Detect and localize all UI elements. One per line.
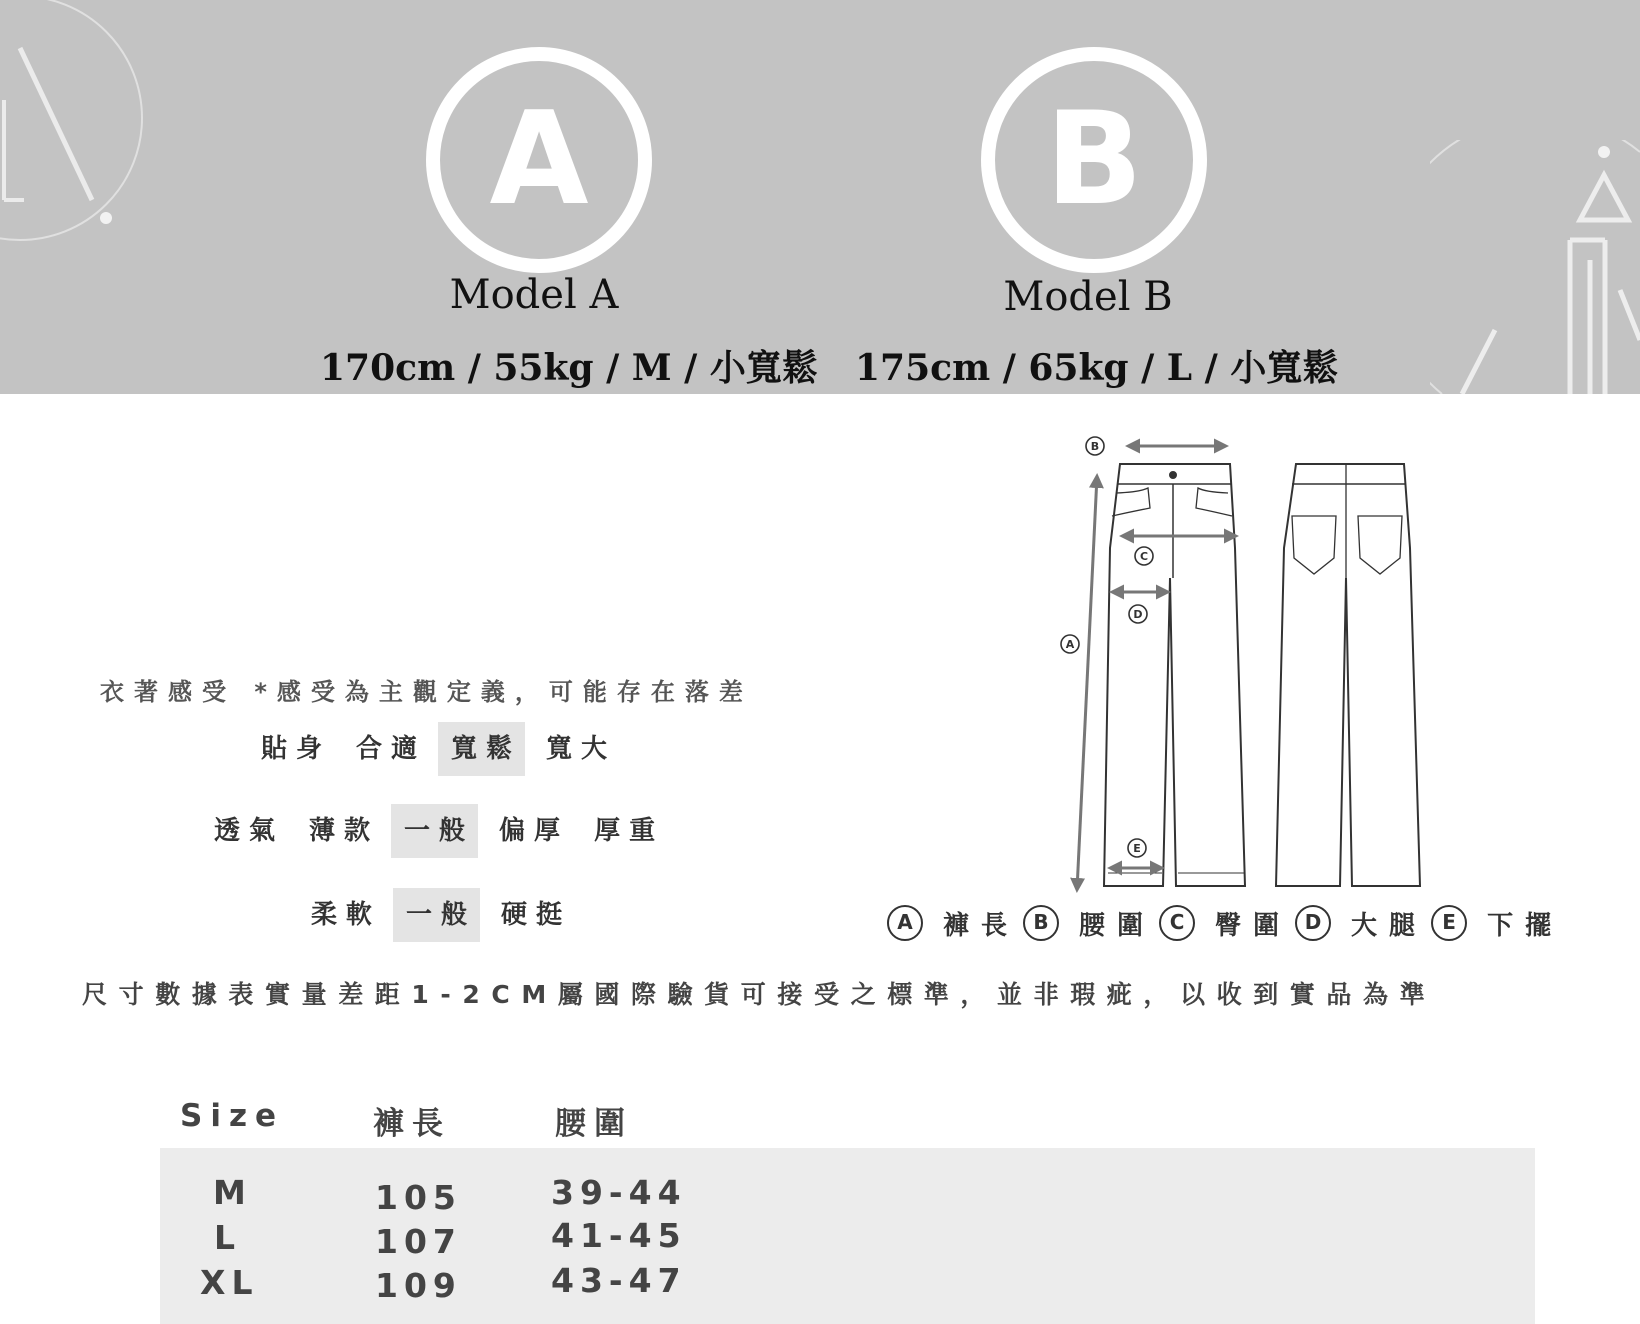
legend-label-hip: 臀圍 bbox=[1215, 910, 1292, 941]
legend-label-length: 褲長 bbox=[943, 910, 1020, 941]
fit-option: 貼身 bbox=[261, 734, 332, 764]
thickness-option: 厚重 bbox=[594, 816, 665, 846]
thickness-option-selected: 一般 bbox=[391, 804, 478, 858]
legend-label-waist: 腰圍 bbox=[1079, 910, 1156, 941]
table-cell-length: 105 bbox=[375, 1178, 462, 1217]
decorative-logo-left bbox=[0, 0, 150, 290]
legend-mark-b: B bbox=[1023, 905, 1059, 941]
table-cell-length: 107 bbox=[375, 1222, 462, 1261]
model-b-badge: B bbox=[981, 47, 1207, 273]
measurement-legend bbox=[887, 902, 1567, 944]
fit-option-selected: 寬鬆 bbox=[438, 722, 525, 776]
marker-b: B bbox=[1090, 440, 1100, 453]
fit-scale bbox=[248, 722, 628, 776]
thickness-scale bbox=[201, 804, 676, 858]
table-cell-size: L bbox=[214, 1218, 242, 1257]
legend-mark-e: E bbox=[1431, 905, 1467, 941]
marker-e: E bbox=[1133, 842, 1141, 855]
table-cell-size: XL bbox=[200, 1263, 259, 1302]
model-a-name: Model A bbox=[449, 272, 619, 318]
legend-mark-c: C bbox=[1159, 905, 1195, 941]
size-table-body bbox=[160, 1148, 1535, 1324]
model-a-badge: A bbox=[426, 47, 652, 273]
legend-label-thigh: 大腿 bbox=[1351, 910, 1428, 941]
softness-option-selected: 一般 bbox=[393, 888, 480, 942]
table-header-length: 褲長 bbox=[373, 1106, 451, 1142]
table-cell-waist: 43-47 bbox=[551, 1261, 687, 1300]
table-header-waist: 腰圍 bbox=[555, 1106, 633, 1142]
legend-mark-d: D bbox=[1295, 905, 1331, 941]
marker-c: C bbox=[1139, 550, 1149, 563]
marker-a: A bbox=[1065, 638, 1075, 651]
table-cell-waist: 39-44 bbox=[551, 1173, 687, 1212]
model-banner bbox=[0, 0, 1640, 394]
table-cell-waist: 41-45 bbox=[551, 1216, 687, 1255]
legend-label-hem: 下擺 bbox=[1487, 910, 1564, 941]
table-header-size: Size bbox=[180, 1098, 285, 1134]
fit-option: 合適 bbox=[356, 734, 427, 764]
feel-title: 衣著感受 *感受為主觀定義，可能存在落差 bbox=[100, 678, 753, 706]
thickness-option: 偏厚 bbox=[499, 816, 570, 846]
table-cell-size: M bbox=[213, 1173, 252, 1212]
pants-front bbox=[1104, 464, 1245, 886]
legend-mark-a: A bbox=[887, 905, 923, 941]
measurement-note: 尺寸數據表實量差距1-2CM屬國際驗貨可接受之標準，並非瑕疵，以收到實品為準 bbox=[82, 980, 1437, 1009]
model-b-name: Model B bbox=[1003, 274, 1173, 320]
pants-back bbox=[1276, 464, 1420, 886]
softness-option: 柔軟 bbox=[311, 900, 382, 930]
thickness-option: 透氣 bbox=[214, 816, 285, 846]
fit-option: 寬大 bbox=[546, 734, 617, 764]
table-cell-length: 109 bbox=[375, 1266, 462, 1305]
marker-d: D bbox=[1133, 608, 1143, 621]
decorative-logo-right bbox=[1430, 140, 1640, 394]
model-a-spec: 170cm / 55kg / M / 小寬鬆 bbox=[320, 347, 818, 389]
thickness-option: 薄款 bbox=[309, 816, 380, 846]
softness-scale bbox=[298, 888, 583, 942]
pants-diagram bbox=[1040, 428, 1440, 898]
softness-option: 硬挺 bbox=[501, 900, 572, 930]
model-b-spec: 175cm / 65kg / L / 小寬鬆 bbox=[855, 347, 1339, 389]
